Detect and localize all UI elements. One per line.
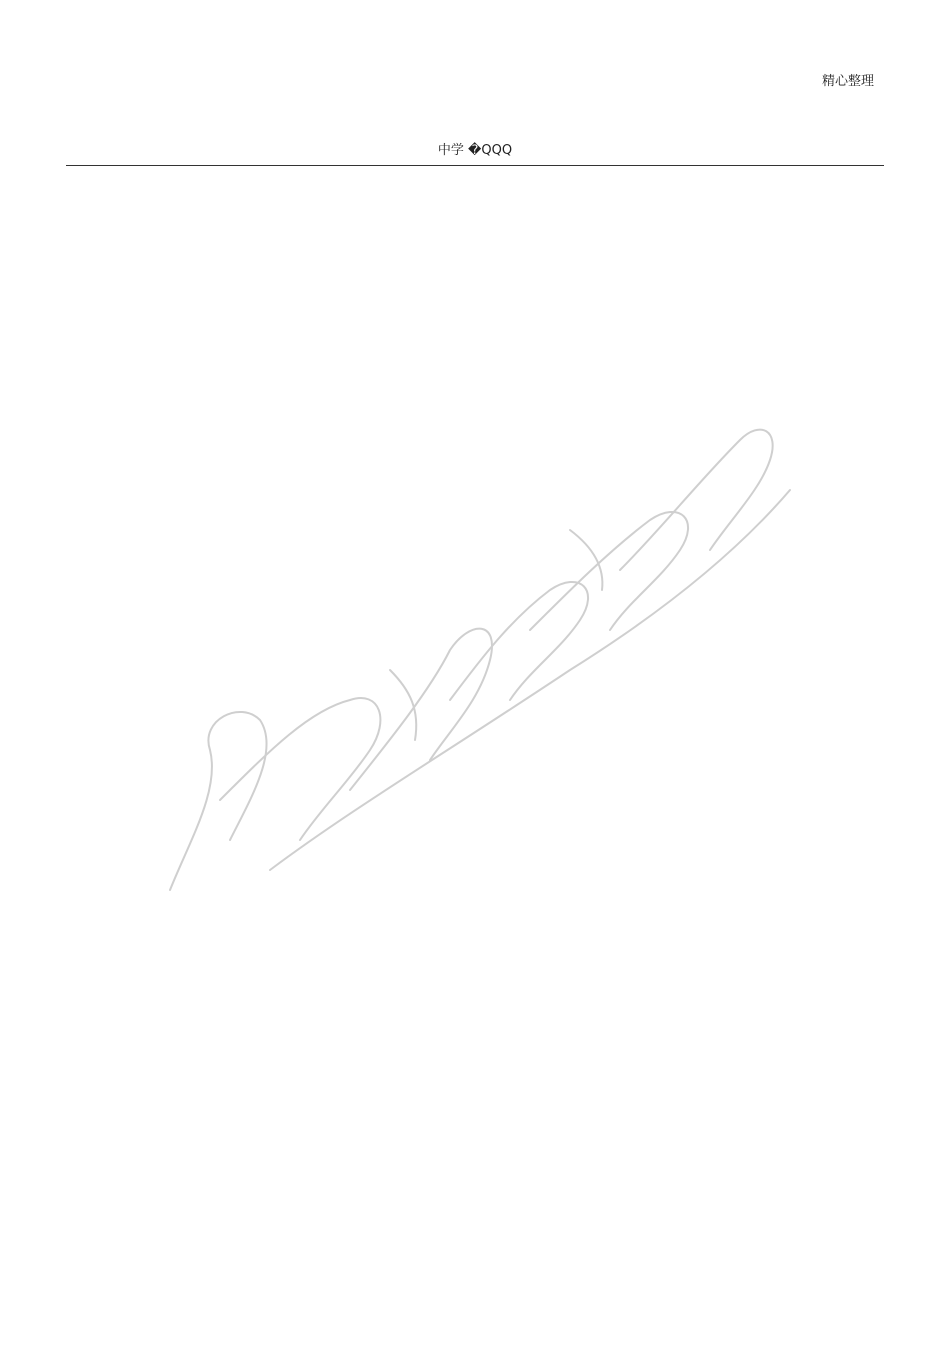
document-title: 中学 �QQQ <box>437 143 513 158</box>
title-divider <box>66 165 884 166</box>
header-note: 精心整理 <box>821 74 874 89</box>
signature-watermark <box>150 370 810 930</box>
